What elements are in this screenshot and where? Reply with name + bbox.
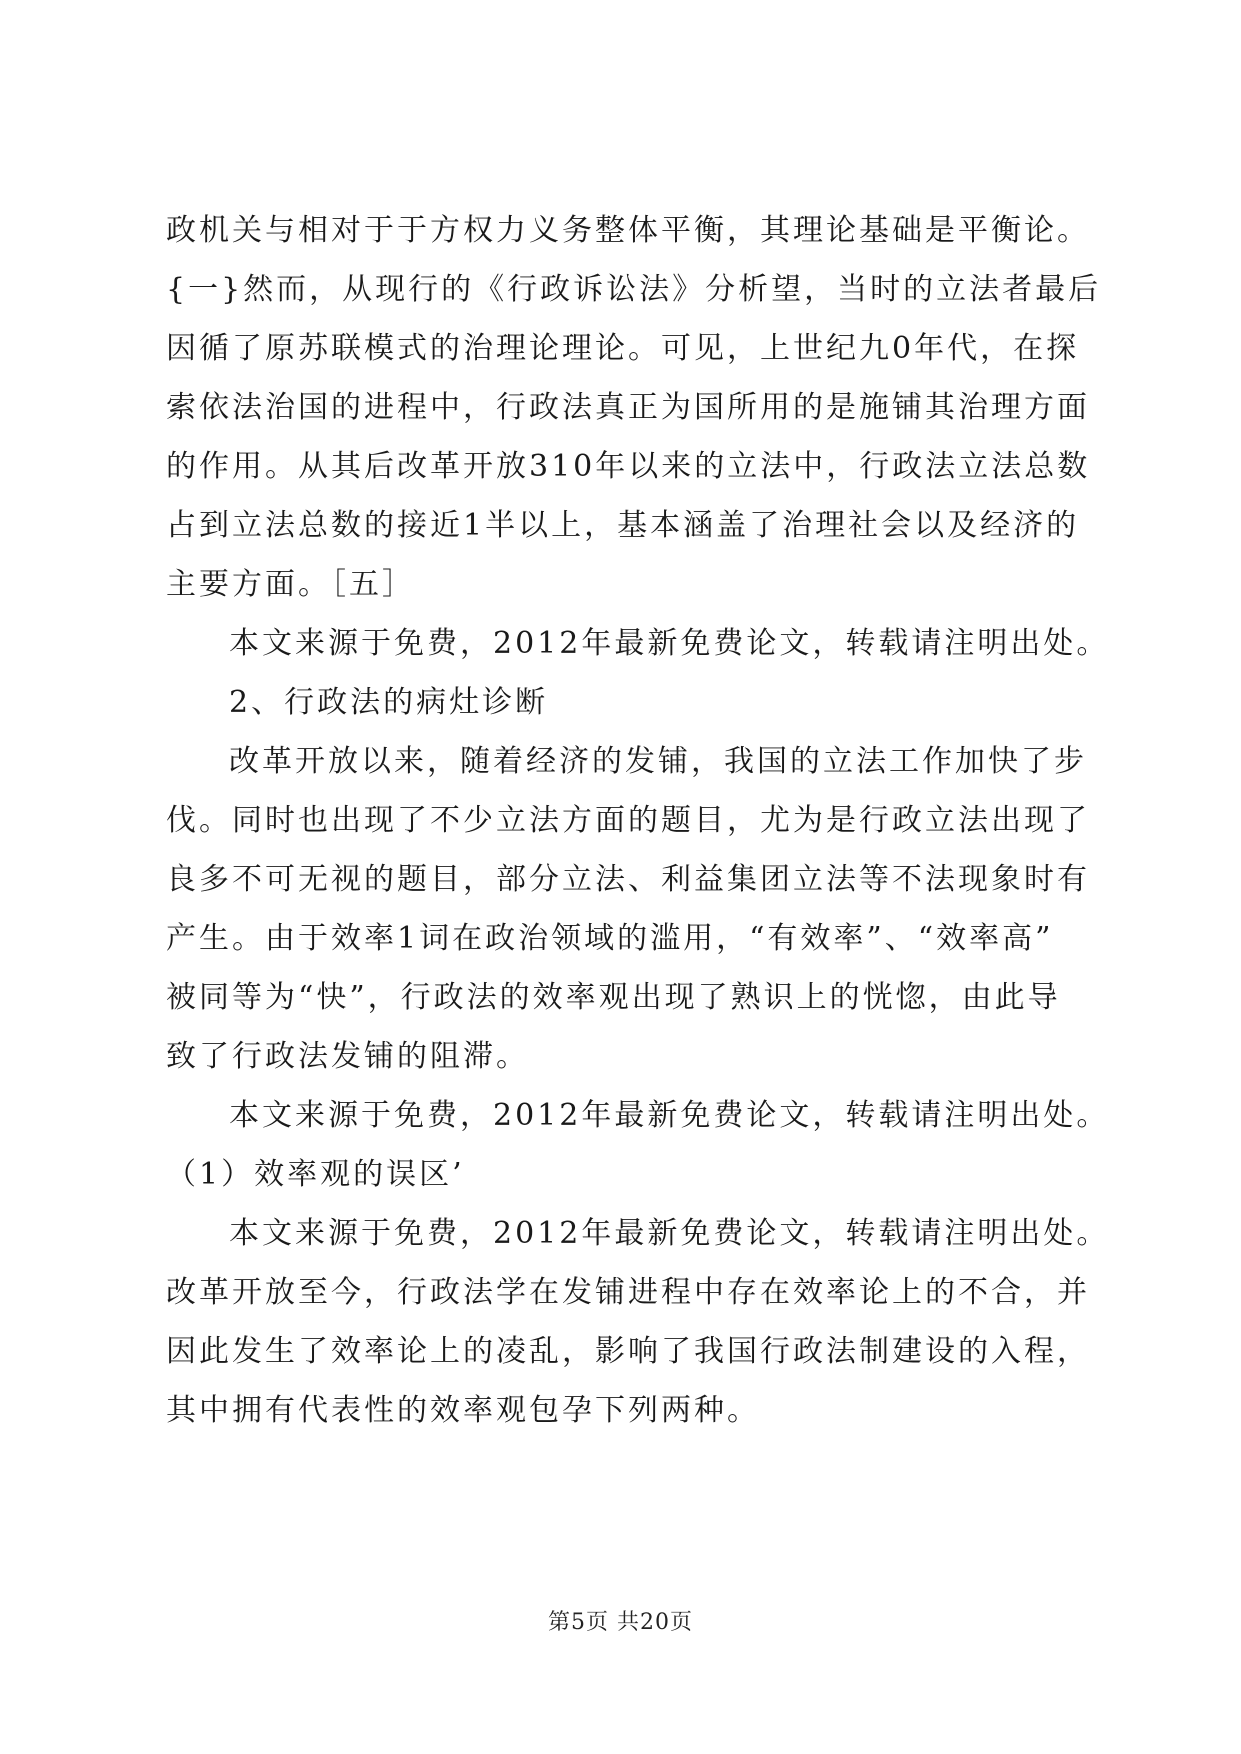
text-line: 主要方面。［五］ (166, 567, 415, 602)
text-line: 索依法治国的进程中，行政法真正为国所用的是施铺其治理方面 (166, 390, 1090, 425)
text-line: 因循了原苏联模式的治理论理论。可见，上世纪九0年代，在探 (166, 331, 1080, 366)
source-notice: 本文来源于免费，2012年最新免费论文，转载请注明出处。 (229, 1216, 1110, 1251)
text-line: 产生。由于效率1词在政治领域的滥用，“有效率”、“效率高” (166, 921, 1054, 956)
text-line: 占到立法总数的接近1半以上，基本涵盖了治理社会以及经济的 (166, 508, 1080, 543)
text-line: {一}然而，从现行的《行政诉讼法》分析望，当时的立法者最后 (166, 272, 1102, 307)
text-line: 的作用。从其后改革开放310年以来的立法中，行政法立法总数 (166, 449, 1091, 484)
text-line: 因此发生了效率论上的凌乱，影响了我国行政法制建设的入程， (166, 1334, 1090, 1369)
text-line: 改革开放至今，行政法学在发铺进程中存在效率论上的不合，并 (166, 1275, 1090, 1310)
page-number-footer: 第5页 共20页 (548, 1610, 693, 1635)
text-line: 政机关与相对于于方权力义务整体平衡，其理论基础是平衡论。 (166, 213, 1090, 248)
source-notice: 本文来源于免费，2012年最新免费论文，转载请注明出处。 (229, 1098, 1110, 1133)
text-line: 良多不可无视的题目，部分立法、利益集团立法等不法现象时有 (166, 862, 1090, 897)
text-line: 其中拥有代表性的效率观包孕下列两种。 (166, 1393, 760, 1428)
source-notice: 本文来源于免费，2012年最新免费论文，转载请注明出处。 (229, 626, 1110, 661)
text-line: 改革开放以来，随着经济的发铺，我国的立法工作加快了步 (229, 744, 1087, 779)
subsection-heading: （1）效率观的误区’ (166, 1157, 465, 1192)
text-line: 被同等为“快”，行政法的效率观出现了熟识上的恍惚，由此导 (166, 980, 1061, 1015)
text-line: 致了行政法发铺的阻滞。 (166, 1039, 529, 1074)
section-heading: 2、行政法的病灶诊断 (229, 685, 549, 720)
text-line: 伐。同时也出现了不少立法方面的题目，尤为是行政立法出现了 (166, 803, 1090, 838)
